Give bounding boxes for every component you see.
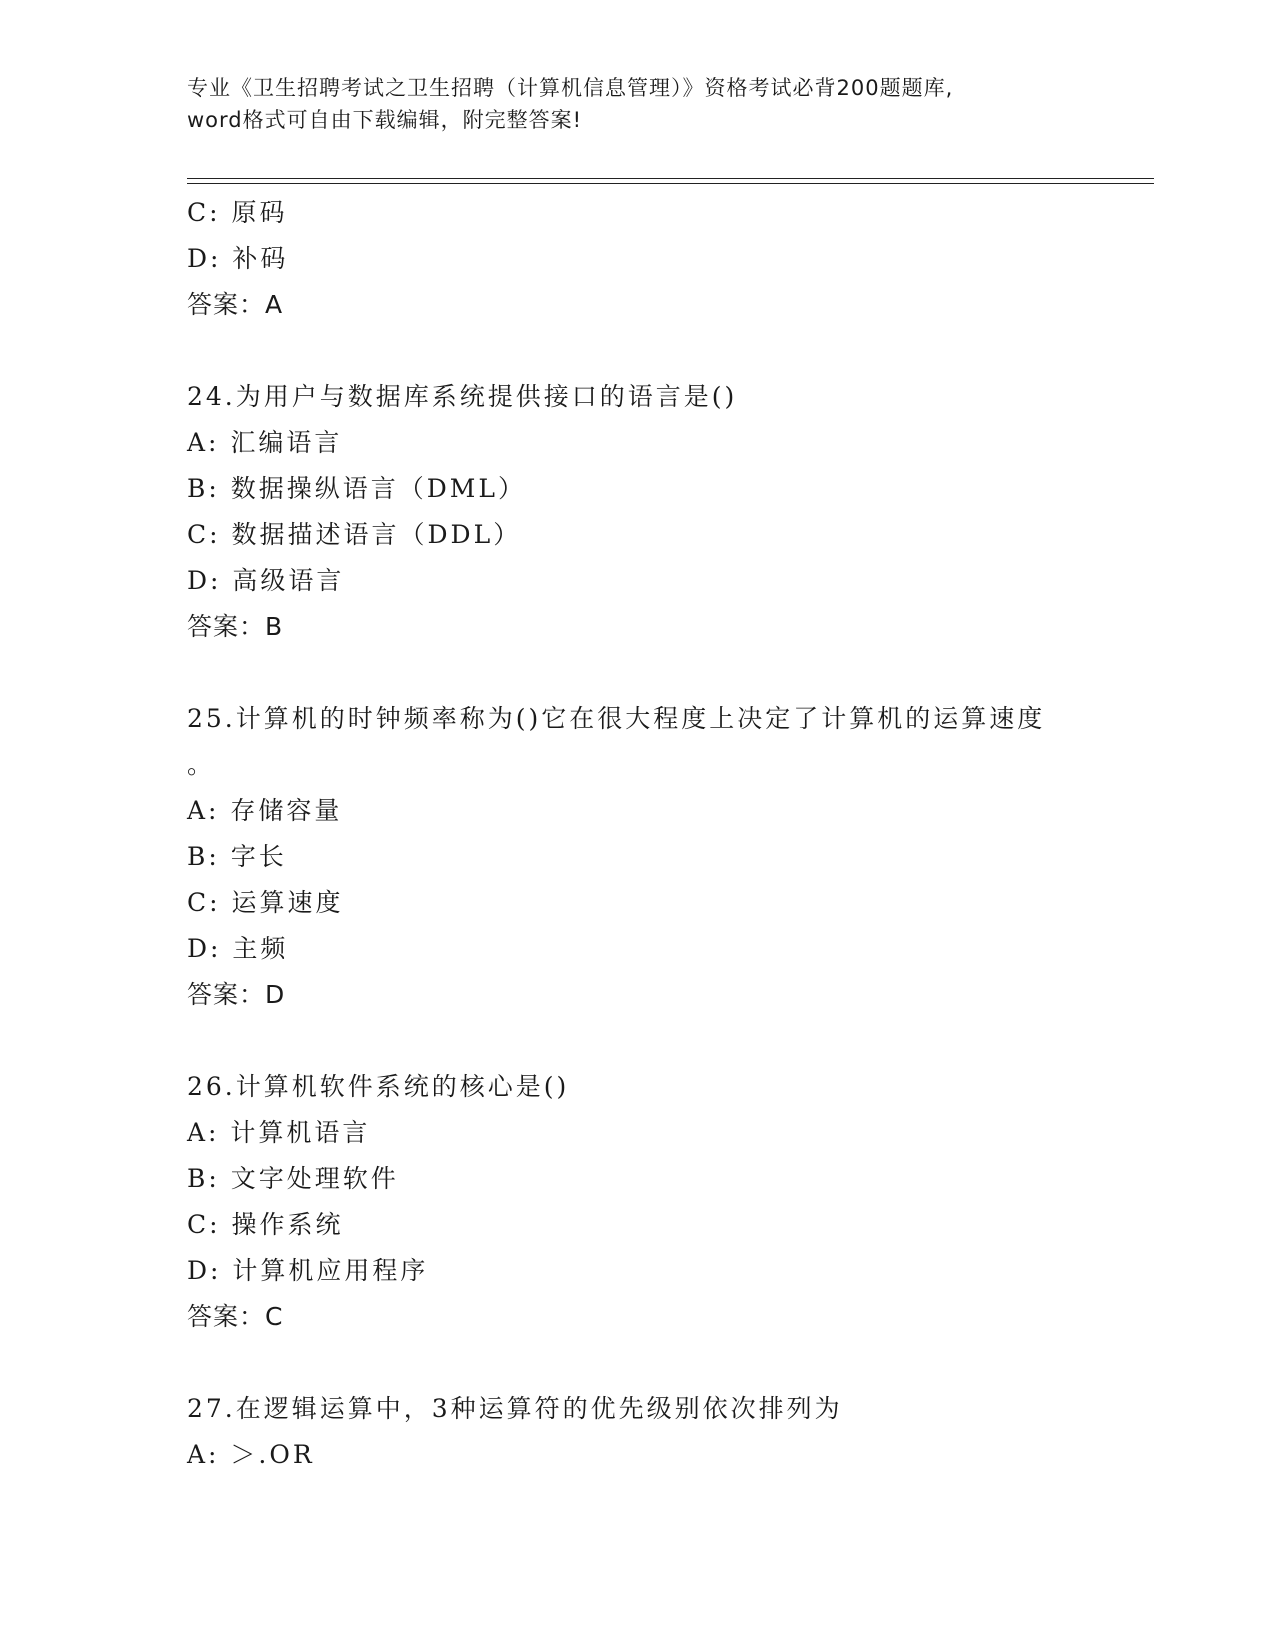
question-stem: 27.在逻辑运算中，3种运算符的优先级别依次排列为 <box>187 1394 843 1423</box>
option-b: B: 文字处理软件 <box>187 1164 399 1193</box>
option-a: A: 存储容量 <box>187 796 343 825</box>
question-list <box>187 190 1087 1478</box>
question-23 <box>187 190 1087 328</box>
header-line-2: word格式可自由下载编辑，附完整答案! <box>187 108 583 132</box>
option-d: D: 主频 <box>187 934 289 963</box>
header-line-1: 专业《卫生招聘考试之卫生招聘（计算机信息管理）》资格考试必背200题题库, <box>187 76 954 100</box>
question-stem-continuation: 。 <box>187 750 216 779</box>
question-26 <box>187 1064 1087 1340</box>
question-25 <box>187 696 1087 1018</box>
option-b: B: 字长 <box>187 842 287 871</box>
question-27 <box>187 1386 1087 1478</box>
option-c: C: 数据描述语言（DDL） <box>187 520 522 549</box>
spacer <box>187 328 1087 374</box>
header-divider-bottom <box>187 183 1154 184</box>
option-b: B: 数据操纵语言（DML） <box>187 474 526 503</box>
question-stem: 24.为用户与数据库系统提供接口的语言是() <box>187 382 738 411</box>
answer: 答案：D <box>187 980 286 1009</box>
option-d: D: 计算机应用程序 <box>187 1256 429 1285</box>
spacer <box>187 650 1087 696</box>
answer: 答案：A <box>187 290 284 319</box>
header-divider-top <box>187 178 1154 179</box>
document-header <box>187 72 1087 136</box>
option-c: C: 运算速度 <box>187 888 344 917</box>
option-d: D: 高级语言 <box>187 566 345 595</box>
option-a: A: 计算机语言 <box>187 1118 371 1147</box>
question-24 <box>187 374 1087 650</box>
spacer <box>187 1018 1087 1064</box>
question-stem: 25.计算机的时钟频率称为()它在很大程度上决定了计算机的运算速度 <box>187 704 1046 733</box>
option-a: A: 汇编语言 <box>187 428 343 457</box>
answer: 答案：B <box>187 612 284 641</box>
option-c: C: 操作系统 <box>187 1210 344 1239</box>
option-d: D: 补码 <box>187 244 289 273</box>
spacer <box>187 1340 1087 1386</box>
option-c: C: 原码 <box>187 198 288 227</box>
question-stem: 26.计算机软件系统的核心是() <box>187 1072 570 1101</box>
option-a: A: ＞.OR <box>187 1440 315 1469</box>
answer: 答案：C <box>187 1302 284 1331</box>
